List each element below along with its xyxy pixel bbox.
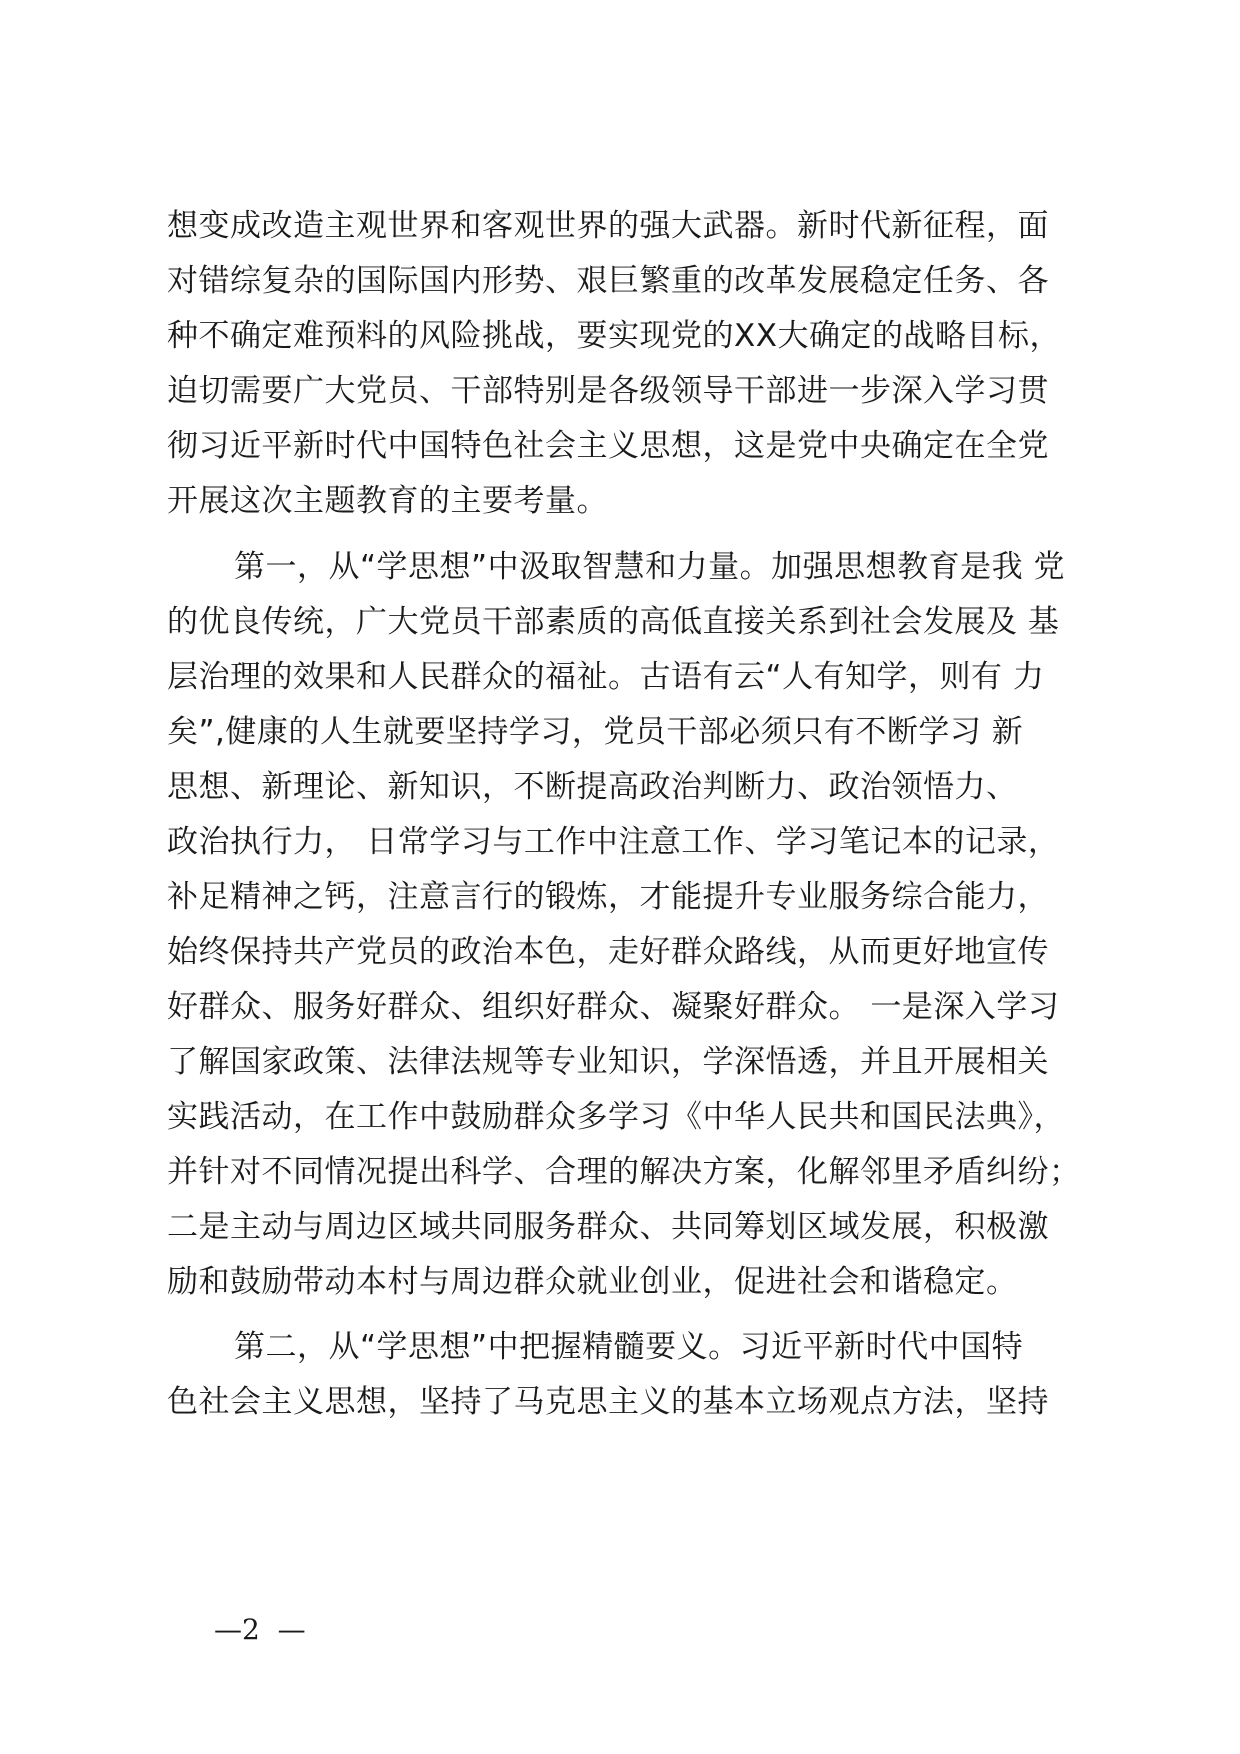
body-line: 种不确定难预料的风险挑战，要实现党的XX大确定的战略目标， xyxy=(167,318,1061,354)
body-line: 始终保持共产党员的政治本色，走好群众路线，从而更好地宣传 xyxy=(167,934,1049,970)
body-line: 迫切需要广大党员、干部特别是各级领导干部进一步深入学习贯 xyxy=(167,373,1049,409)
body-line: 对错综复杂的国际国内形势、艰巨繁重的改革发展稳定任务、各 xyxy=(167,263,1049,299)
body-line: 矣”,健康的人生就要坚持学习，党员干部必须只有不断学习 新 xyxy=(167,714,1024,750)
body-line: 励和鼓励带动本村与周边群众就业创业，促进社会和谐稳定。 xyxy=(167,1264,1018,1300)
body-line: 层治理的效果和人民群众的福祉。古语有云“人有知学，则有 力 xyxy=(167,659,1045,695)
body-line: 政治执行力， 日常学习与工作中注意工作、学习笔记本的记录， xyxy=(167,824,1060,860)
body-line: 彻习近平新时代中国特色社会主义思想，这是党中央确定在全党 xyxy=(167,428,1049,464)
body-line: 补足精神之钙，注意言行的锻炼，才能提升专业服务综合能力， xyxy=(167,879,1049,915)
body-line: 并针对不同情况提出科学、合理的解决方案，化解邻里矛盾纠纷； xyxy=(167,1154,1081,1190)
body-line: 了解国家政策、法律法规等专业知识，学深悟透，并且开展相关 xyxy=(167,1044,1049,1080)
body-line: 二是主动与周边区域共同服务群众、共同筹划区域发展，积极激 xyxy=(167,1209,1049,1245)
body-line: 色社会主义思想，坚持了马克思主义的基本立场观点方法，坚持 xyxy=(167,1384,1049,1420)
body-line: 好群众、服务好群众、组织好群众、凝聚好群众。 一是深入学习 xyxy=(167,989,1060,1025)
page-number: —2 — xyxy=(214,1613,306,1646)
body-line: 的优良传统，广大党员干部素质的高低直接关系到社会发展及 基 xyxy=(167,604,1060,640)
body-line: 实践活动，在工作中鼓励群众多学习《中华人民共和国民法典》， xyxy=(167,1099,1065,1135)
paragraph-first-line: 第二，从“学思想”中把握精髓要义。习近平新时代中国特 xyxy=(234,1329,1024,1365)
body-line: 思想、新理论、新知识，不断提高政治判断力、政治领悟力、 xyxy=(167,769,1018,805)
paragraph-first-line: 第一，从“学思想”中汲取智慧和力量。加强思想教育是我 党 xyxy=(234,549,1065,585)
body-line: 开展这次主题教育的主要考量。 xyxy=(167,483,608,519)
body-line: 想变成改造主观世界和客观世界的强大武器。新时代新征程，面 xyxy=(167,208,1049,244)
